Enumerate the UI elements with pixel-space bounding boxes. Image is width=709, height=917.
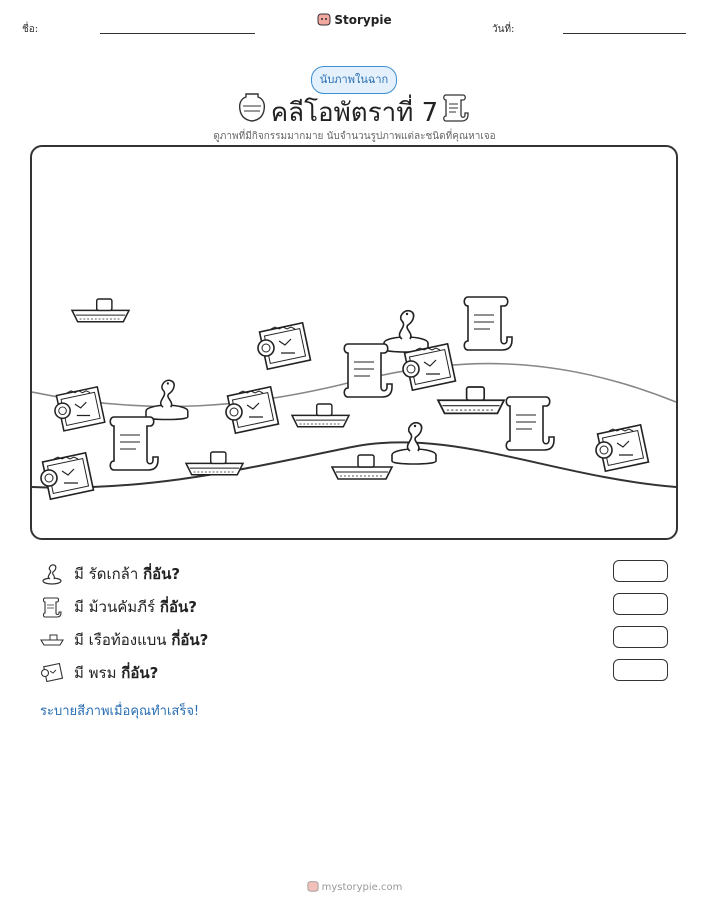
scroll-icon bbox=[40, 595, 64, 619]
scene-illustration bbox=[32, 147, 676, 538]
rug-illustration bbox=[55, 387, 105, 431]
coloring-note: ระบายสีภาพเมื่อคุณทำเสร็จ! bbox=[40, 704, 200, 719]
page-title: คลีโอพัตราที่ 7 bbox=[270, 98, 439, 128]
name-label: ชื่อ: bbox=[22, 24, 39, 35]
scroll-illustration bbox=[344, 344, 392, 397]
storypie-logo-icon bbox=[317, 12, 331, 26]
question-text: มี พรม กี่อัน? bbox=[74, 664, 159, 682]
scroll-illustration bbox=[110, 417, 158, 470]
barge-illustration bbox=[332, 455, 392, 479]
brand bbox=[0, 12, 709, 27]
barge-illustration bbox=[72, 299, 129, 322]
category-badge: นับภาพในฉาก bbox=[311, 66, 397, 94]
footer bbox=[0, 880, 709, 893]
answer-box[interactable] bbox=[613, 593, 668, 615]
question-row bbox=[40, 594, 197, 620]
question-text: มี ม้วนคัมภีร์ กี่อัน? bbox=[74, 598, 197, 616]
cobra-crown-illustration bbox=[384, 311, 428, 352]
barge-illustration bbox=[292, 404, 349, 427]
scroll-illustration bbox=[506, 397, 554, 450]
footer-site: mystorypie.com bbox=[321, 882, 403, 893]
barge-icon bbox=[40, 628, 64, 652]
name-line[interactable] bbox=[100, 33, 255, 34]
cobra-crown-icon bbox=[40, 562, 64, 586]
brand-name: Storypie bbox=[334, 13, 392, 27]
rug-illustration bbox=[41, 453, 93, 499]
answer-box[interactable] bbox=[613, 659, 668, 681]
scroll-illustration bbox=[464, 297, 512, 350]
rug-icon bbox=[40, 661, 64, 685]
question-row bbox=[40, 660, 158, 686]
date-label: วันที่: bbox=[492, 24, 515, 35]
barge-illustration bbox=[186, 452, 243, 475]
rug-illustration bbox=[596, 425, 648, 471]
rug-illustration bbox=[226, 387, 278, 433]
question-text: มี เรือท้องแบน กี่อัน? bbox=[74, 631, 209, 649]
date-line[interactable] bbox=[563, 33, 686, 34]
storypie-footer-logo-icon bbox=[307, 880, 319, 892]
instructions: ดูภาพที่มีกิจกรรมมากมาย นับจำนวนรูปภาพแต่ละชนิดที่คุณหาเจอ bbox=[213, 131, 496, 142]
answer-box[interactable] bbox=[613, 560, 668, 582]
scene-frame bbox=[30, 145, 678, 540]
answer-box[interactable] bbox=[613, 626, 668, 648]
scroll-title-icon bbox=[440, 91, 470, 123]
rug-illustration bbox=[258, 323, 310, 369]
cobra-crown-illustration bbox=[146, 380, 188, 419]
question-row bbox=[40, 561, 180, 587]
barge-illustration bbox=[438, 387, 504, 413]
question-row bbox=[40, 627, 208, 653]
question-text: มี รัดเกล้า กี่อัน? bbox=[74, 565, 181, 583]
